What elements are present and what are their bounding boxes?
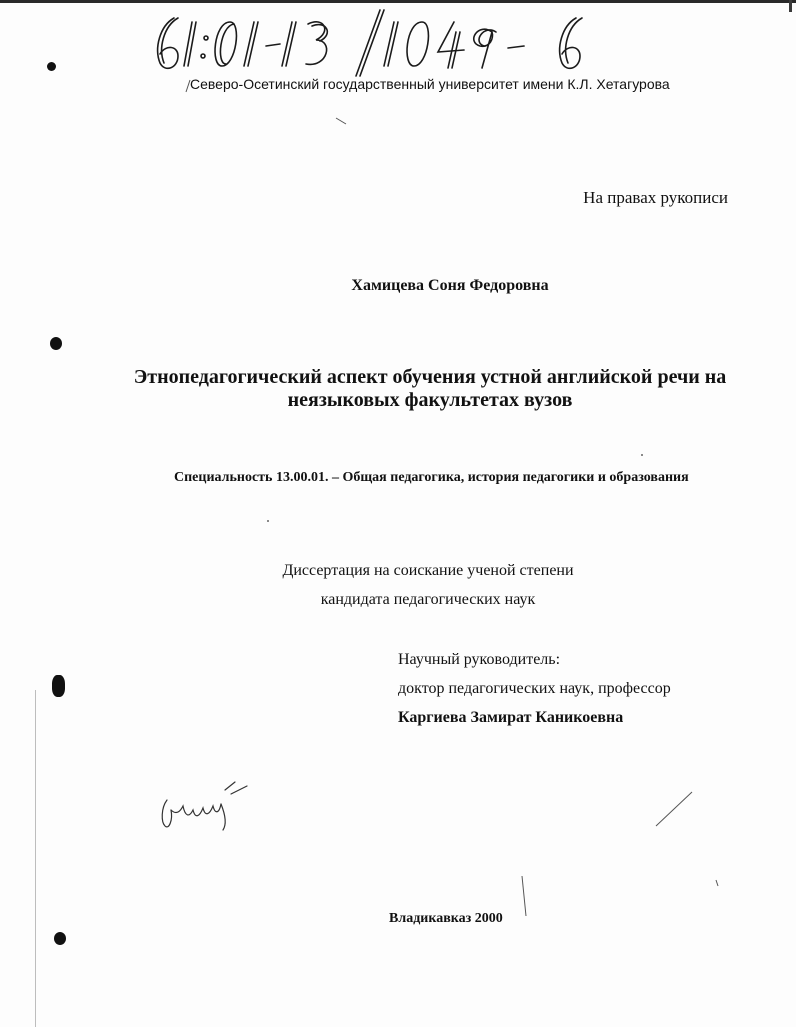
city-year: Владикавказ 2000 (389, 911, 503, 926)
specialty-line: Специальность 13.00.01. – Общая педагогика, история педагогики и образования (174, 470, 689, 485)
supervisor-block (398, 645, 671, 732)
handwritten-signature (155, 770, 255, 832)
title-line: неязыковых факультетах вузов (287, 389, 573, 411)
degree-statement (0, 556, 796, 614)
title-line: Этнопедагогический аспект обучения устной английской речи на (133, 366, 727, 388)
binding-hole-mark (50, 337, 62, 350)
degree-line: кандидата педагогических наук (320, 591, 536, 608)
binding-hole-mark (52, 675, 65, 697)
dissertation-title (80, 366, 780, 412)
scan-edge-right (789, 0, 792, 12)
author-name: Хамицева Соня Федоровна (351, 277, 549, 294)
supervisor-name: Каргиева Замират Каникоевна (398, 709, 624, 726)
binding-hole-mark (47, 62, 56, 71)
supervisor-degree: доктор педагогических наук, профессор (398, 680, 671, 697)
rights-note: На правах рукописи (583, 188, 728, 207)
handwritten-catalog-code (148, 8, 618, 78)
binding-hole-mark (54, 932, 66, 945)
scan-edge-left (35, 690, 36, 1027)
degree-line: Диссертация на соискание ученой степени (282, 562, 574, 579)
university-name: Северо-Осетинский государственный университет имени К.Л. Хетагурова (190, 76, 670, 92)
scan-edge-top (0, 0, 796, 3)
supervisor-label: Научный руководитель: (398, 651, 561, 668)
